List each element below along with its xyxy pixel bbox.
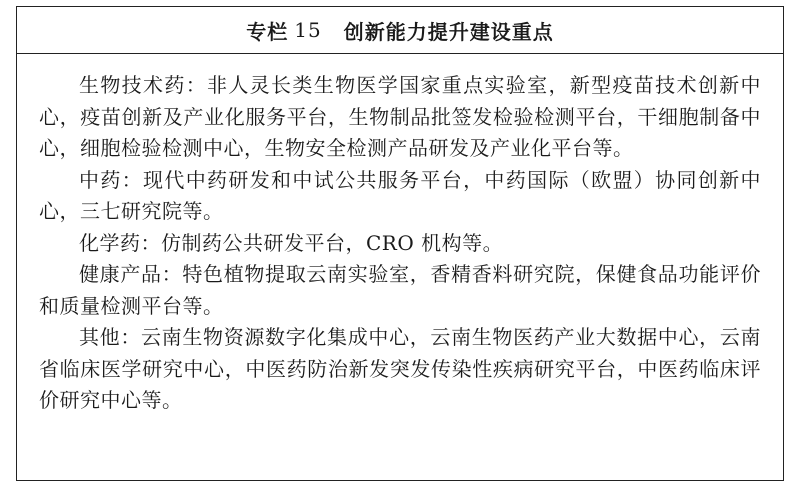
column-box: [16, 6, 784, 481]
column-title-prefix: 专栏: [246, 19, 289, 44]
column-content: [17, 54, 783, 417]
column-title-number: 15: [294, 18, 322, 42]
column-title-text: 创新能力提升建设重点: [343, 19, 554, 44]
column-title: [17, 7, 783, 54]
paragraph-health-products: 健康产品：特色植物提取云南实验室，香精香料研究院，保健食品功能评价和质量检测平台等。: [39, 262, 761, 318]
paragraph-others: 其他：云南生物资源数字化集成中心，云南生物医药产业大数据中心，云南省临床医学研究中心，中医药防治新发突发传染性疾病研究平台，中医药临床评价研究中心等。: [39, 325, 761, 412]
paragraph-chemical-drugs: 化学药：仿制药公共研发平台，CRO 机构等。: [79, 230, 504, 255]
paragraph-biotech-drugs: 生物技术药：非人灵长类生物医学国家重点实验室，新型疫苗技术创新中心，疫苗创新及产业化服务平台，生物制品批签发检验检测平台，干细胞制备中心，细胞检验检测中心，生物安全检测产品研发及产业化平台等。: [39, 73, 761, 160]
paragraph-tcm: 中药：现代中药研发和中试公共服务平台，中药国际（欧盟）协同创新中心，三七研究院等。: [39, 167, 761, 223]
